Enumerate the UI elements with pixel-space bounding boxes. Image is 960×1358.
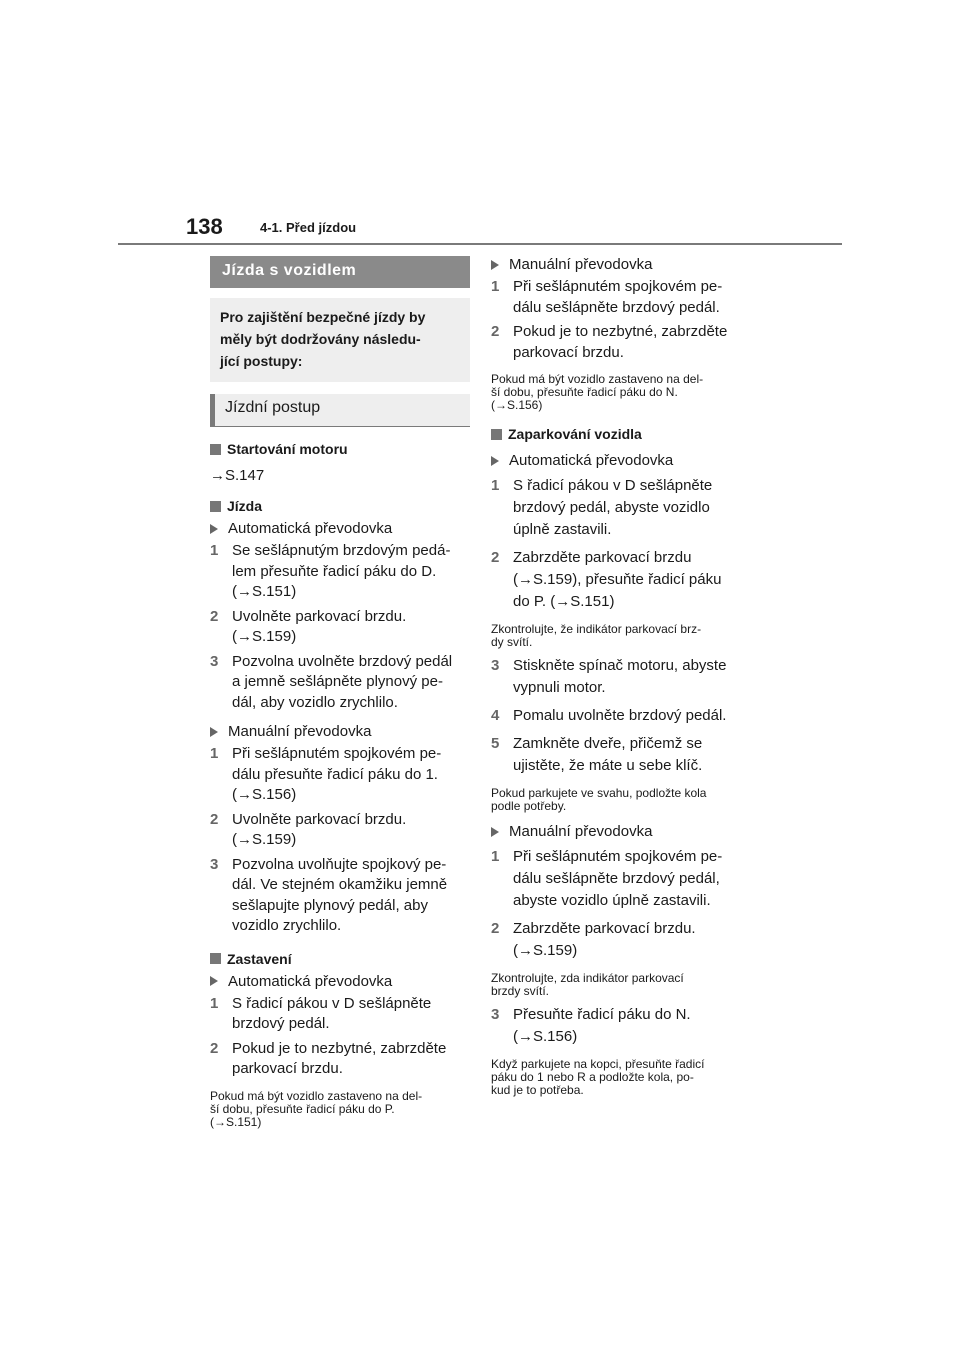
park-auto-note1: Zkontrolujte, že indikátor parkovací brz- dy svítí. [491,622,702,649]
step-number: 1 [491,848,500,865]
step-item [491,918,756,962]
auto-label: Automatická převodovka [210,520,470,537]
step-number: 3 [210,652,219,670]
step-item [210,607,470,648]
step-item [491,705,756,727]
stop-auto-note: Pokud má být vozidlo zastaveno na del- ší dobu, přesuňte řadicí páku do P. (→S.151) [210,1088,423,1129]
step-number: 5 [491,735,500,752]
step-item [210,994,470,1035]
step-text: Uvolněte parkovací brzdu. (→S.159) [232,607,407,645]
stop-manual-steps [491,277,756,363]
park-manual-note2: Když parkujete na kopci, přesuňte řadicí páku do 1 nebo R a podložte kola, po- kud je to potřeba. [491,1057,705,1097]
park-auto-note2: Pokud parkujete ve svahu, podložte kola podle potřeby. [491,786,707,813]
step-item [210,810,470,851]
step-text: Pokud je to nezbytné, zabrzděte parkovací brzdu. [232,1039,447,1077]
right-column [491,256,756,1097]
triangle-bullet-icon [210,976,218,986]
step-text: Zabrzděte parkovací brzdu (→S.159), přesuňte řadicí páku do P. (→S.151) [513,549,722,610]
triangle-bullet-icon [210,524,218,534]
drive-heading: Jízda [210,498,470,514]
square-bullet-icon [210,444,221,455]
park-auto-steps-a [491,475,756,613]
park-manual-steps-a [491,846,756,962]
step-text: Při sešlápnutém spojkovém pe- dálu sešlápněte brzdový pedál. [513,278,723,316]
step-text: Stiskněte spínač motoru, abyste vypnuli motor. [513,657,727,696]
step-text: Zabrzděte parkovací brzdu. (→S.159) [513,920,696,959]
step-number: 1 [210,994,219,1012]
stop-auto-label: Automatická převodovka [210,973,470,990]
start-ref: →S.147 [210,467,265,484]
step-item [210,541,470,603]
step-number: 2 [210,607,219,625]
step-number: 3 [210,855,219,873]
park-heading: Zaparkování vozidla [491,426,756,442]
step-text: Pozvolna uvolňujte spojkový pe- dál. Ve stejném okamžiku jemně sešlapujte plynový pedál, aby vozidlo zrychlilo. [232,855,448,934]
step-text: Se sešlápnutým brzdovým pedá- lem přesuňte řadicí páku do D. (→S.151) [232,542,451,600]
step-item [210,744,470,806]
subtitle: Jízdní postup [210,394,470,427]
step-item [491,475,756,541]
manual-label: Manuální převodovka [210,723,470,740]
start-heading: Startování motoru [210,441,470,457]
step-item [491,1004,756,1048]
triangle-bullet-icon [491,260,499,270]
park-manual-note1: Zkontrolujte, zda indikátor parkovací brzdy svítí. [491,971,684,998]
triangle-bullet-icon [491,827,499,837]
step-item [491,733,756,777]
triangle-bullet-icon [210,727,218,737]
step-text: Zamkněte dveře, přičemž se ujistěte, že máte u sebe klíč. [513,735,703,774]
step-item [491,547,756,613]
step-text: Pokud je to nezbytné, zabrzděte parkovací brzdu. [513,323,728,361]
step-number: 1 [491,477,500,494]
step-number: 2 [491,323,500,340]
square-bullet-icon [491,429,502,440]
square-bullet-icon [210,501,221,512]
step-number: 1 [210,745,219,762]
step-text: S řadicí pákou v D sešlápněte brzdový pedál, abyste vozidlo úplně zastavili. [513,477,713,538]
step-number: 2 [210,810,219,828]
triangle-bullet-icon [491,456,499,466]
step-text: Přesuňte řadicí páku do N. (→S.156) [513,1006,691,1045]
park-auto-label: Automatická převodovka [491,452,756,469]
step-number: 2 [491,549,500,566]
step-text: Pomalu uvolněte brzdový pedál. [513,707,727,724]
square-bullet-icon [210,953,221,964]
park-auto-steps-b [491,655,756,777]
stop-heading: Zastavení [210,951,470,967]
stop-manual-note: Pokud má být vozidlo zastaveno na del- ší dobu, přesuňte řadicí páku do N. (→S.156) [491,372,704,412]
step-text: Pozvolna uvolněte brzdový pedál a jemně sešlápněte plynový pe- dál, aby vozidlo zrychlilo. [232,652,453,711]
step-number: 1 [210,542,219,559]
section-title: 4-1. Před jízdou [260,220,357,235]
box-title: Jízda s vozidlem [210,256,470,288]
step-text: S řadicí pákou v D sešlápněte brzdový pedál. [232,994,432,1032]
step-number: 3 [491,1006,500,1023]
step-number: 2 [210,1039,219,1057]
page-number: 138 [186,214,223,239]
step-text: Uvolněte parkovací brzdu. (→S.159) [232,810,407,848]
step-number: 4 [491,707,500,724]
park-manual-label: Manuální převodovka [491,823,756,840]
step-text: Při sešlápnutém spojkovém pe- dálu přesuňte řadicí páku do 1. (→S.156) [232,745,442,803]
step-number: 1 [491,278,500,295]
stop-manual-label: Manuální převodovka [491,256,756,273]
stop-auto-steps [210,994,470,1080]
auto-steps [210,541,470,713]
step-item [491,655,756,699]
step-item [491,846,756,912]
step-number: 2 [491,920,500,937]
step-item [491,277,756,318]
step-item [210,855,470,937]
step-item [210,652,470,714]
header-rule [118,243,842,245]
park-manual-steps-b [491,1004,756,1048]
step-item [210,1039,470,1080]
step-number: 3 [491,657,500,674]
step-item [491,322,756,363]
intro-text: Pro zajištění bezpečné jízdy by měly být dodržovány následu- jící postupy: [210,298,470,382]
manual-steps [210,744,470,937]
left-column [210,256,470,1129]
step-text: Při sešlápnutém spojkovém pe- dálu sešlápněte brzdový pedál, abyste vozidlo úplně zastavili. [513,848,723,909]
